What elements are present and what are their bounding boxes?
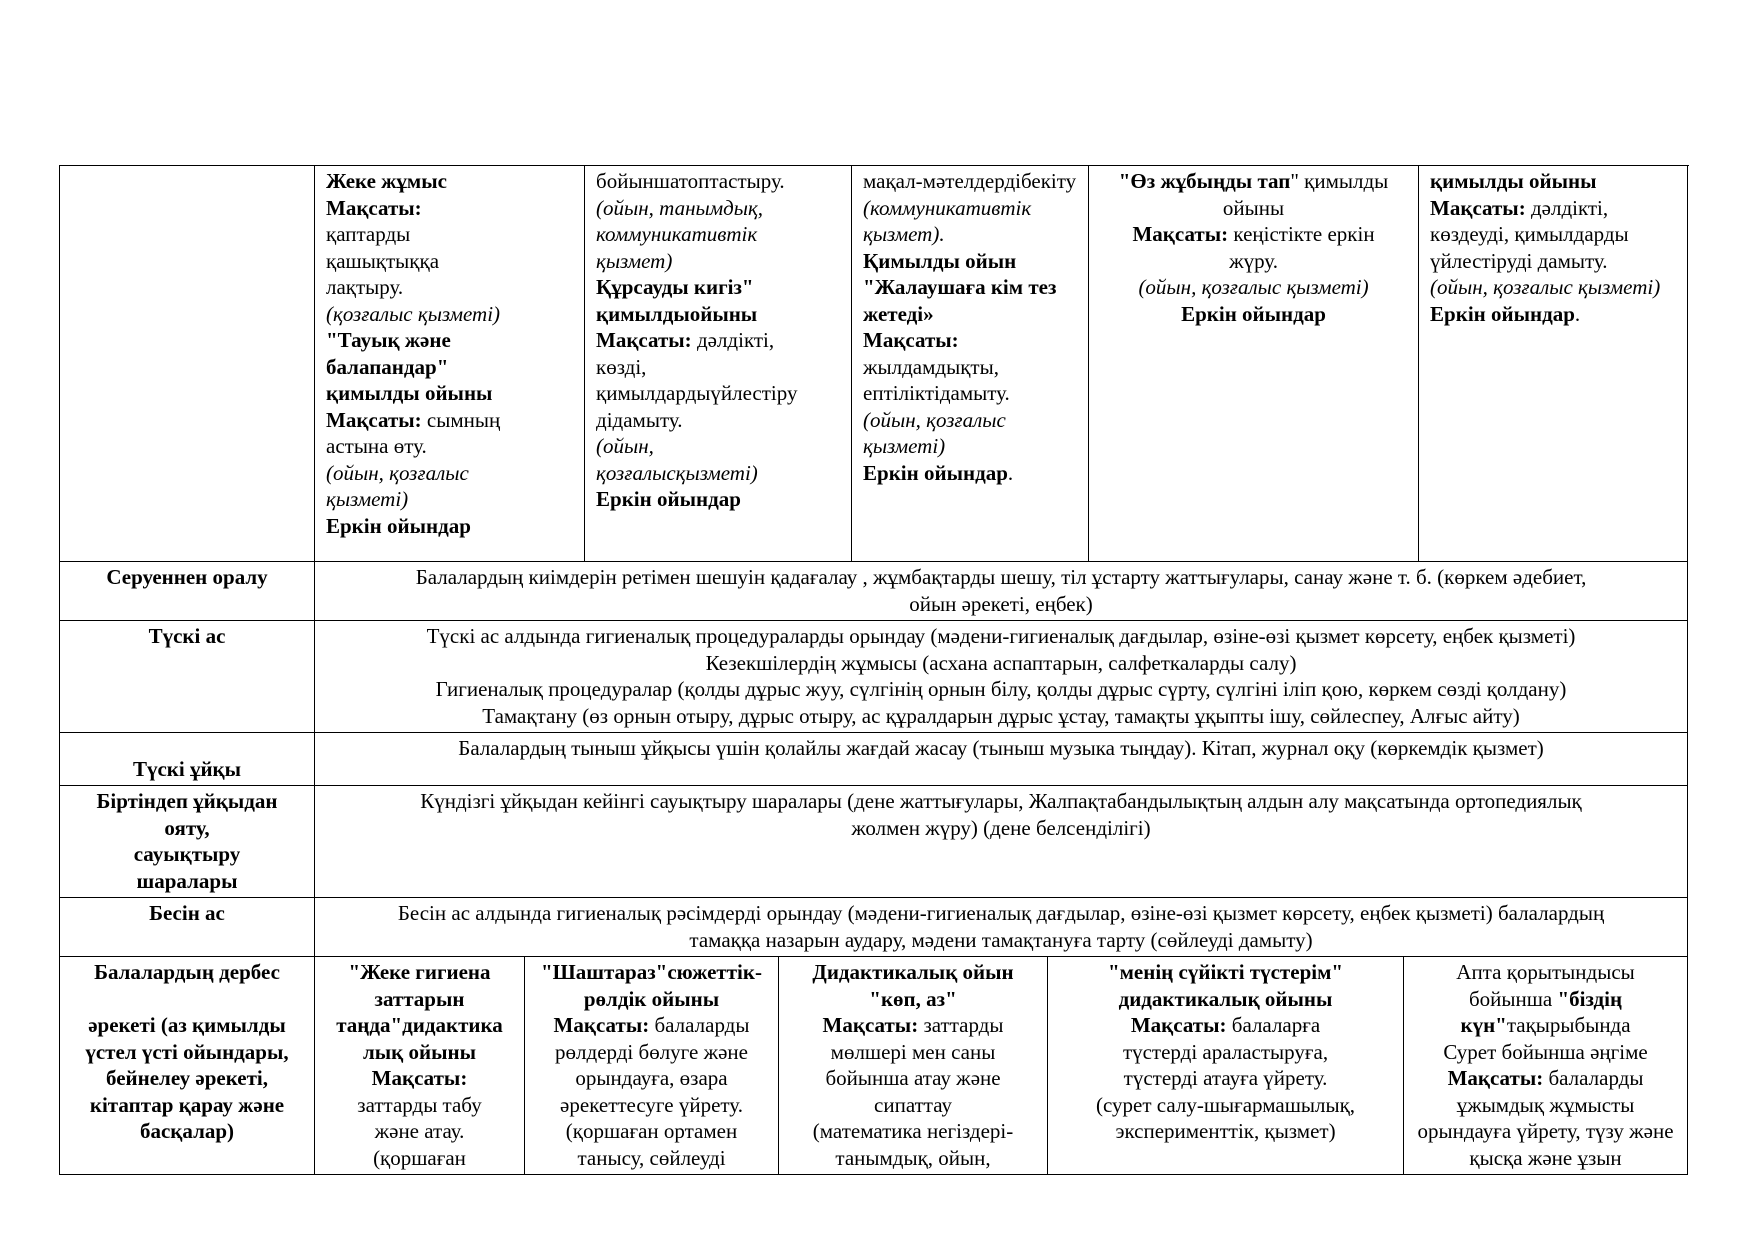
text-line: балаларды <box>649 1013 750 1037</box>
activity-note: (ойын, қозғалыс қызметі) <box>1138 275 1369 299</box>
tue-activity-cell <box>585 166 852 562</box>
fri-activity-cell <box>1419 166 1688 562</box>
free-play: Еркін ойындар <box>1181 301 1326 326</box>
game-title: "Өз жұбыңды тап <box>1118 169 1291 193</box>
text-line: (қоршаған ортамен <box>565 1119 738 1143</box>
text-line: түстерді атауға үйрету. <box>1123 1066 1328 1090</box>
game-title: лық ойыны <box>362 1039 477 1064</box>
activity-note: (коммуникативтік <box>863 195 1032 220</box>
text-line: заттарды табу <box>357 1092 482 1117</box>
goal-label: Мақсаты: <box>822 1013 919 1037</box>
text-line: бойынша <box>1468 986 1558 1011</box>
text-line: жылдамдықты, <box>863 354 999 379</box>
label-line: сауықтыру <box>133 842 241 866</box>
game-title: қимылды ойыны <box>1430 169 1597 193</box>
free-play: Еркін ойындар <box>596 487 741 511</box>
row-label-empty <box>60 166 315 562</box>
text-line: сипаттау <box>874 1092 952 1117</box>
text-line: эксперименттік, қызмет) <box>1115 1119 1336 1143</box>
mon-heading: Жеке жұмыс <box>326 169 447 193</box>
table-row <box>60 786 1688 898</box>
schedule-table <box>59 165 1688 1175</box>
wed-activity-cell <box>852 166 1089 562</box>
table-row <box>60 898 1688 957</box>
row-label: Түскі ұйқы <box>60 733 315 786</box>
goal-label: Мақсаты: <box>553 1013 650 1037</box>
row-label: Серуеннен оралу <box>60 562 315 621</box>
activity-note: (ойын, қозғалыс <box>863 407 1006 432</box>
goal-label: Мақсаты: <box>1130 1013 1227 1037</box>
activity-note: коммуникативтік <box>596 222 758 246</box>
row-content <box>315 621 1688 733</box>
game-title: "Жеке гигиена <box>348 960 491 984</box>
row-label: Түскі ас <box>60 621 315 733</box>
label-line: Біртіндеп ұйқыдан <box>96 789 278 813</box>
text-line: ұжымдық жұмысты <box>1456 1092 1635 1117</box>
label-line: басқалар) <box>139 1119 235 1143</box>
game-title: рөлдік ойыны <box>583 986 720 1011</box>
activity-note: (ойын, <box>596 434 654 458</box>
game-title: "Жалаушаға кім тез <box>863 275 1057 299</box>
text-line: заттарды <box>918 1013 1004 1037</box>
text-line: Тамақтану (өз орнын отыру, дұрыс отыру, ас құралдарын дұрыс ұстау, тамақты ұқыпты ішу, сөйлеспеу, Алғыс айту) <box>482 703 1520 728</box>
text-line: ойыны <box>1222 195 1285 220</box>
text-line: орындауға, өзара <box>575 1066 728 1090</box>
text-line: қашықтыққа <box>326 248 440 273</box>
thu-activity-cell <box>1089 166 1419 562</box>
text-line: танысу, сөйлеуді <box>577 1145 726 1170</box>
text-line: балаларды <box>1543 1066 1644 1090</box>
goal-label: Мақсаты: <box>1430 195 1526 220</box>
activity-note: (қозғалыс қызметі) <box>326 301 501 326</box>
label-line: әрекеті (аз қимылды <box>88 1013 286 1037</box>
text-line: бойынша атау және <box>825 1066 1001 1090</box>
free-play: Еркін ойындар <box>1430 301 1575 326</box>
game-title: Дидактикалық ойын <box>812 960 1014 984</box>
thu-independent-cell <box>1048 957 1404 1175</box>
text-line: мөлшері мен саны <box>830 1039 996 1064</box>
text-line: дідамыту. <box>596 407 683 432</box>
goal-label: Мақсаты: <box>596 328 692 352</box>
text-line: Сурет бойынша әңгіме <box>1443 1039 1648 1064</box>
table-row <box>60 562 1688 621</box>
label-line: бейнелеу әрекеті, <box>105 1066 268 1090</box>
text-line: түстерді араластыруға, <box>1122 1039 1329 1064</box>
game-title: дидактикалық ойыны <box>1118 986 1333 1011</box>
mon-independent-cell <box>315 957 525 1175</box>
text-line: Бесін ас алдында гигиеналық рәсімдерді орындау (мәдени-гигиеналық дағдылар, өзіне-өзі қызмет көрсету, еңбек қызметі) балалардың <box>397 901 1605 925</box>
goal-label: Мақсаты: <box>1447 1066 1544 1090</box>
text-line: әрекеттесуге үйрету. <box>560 1092 743 1117</box>
text-line: танымдық, ойын, <box>835 1145 991 1170</box>
text-line: . <box>1574 301 1581 326</box>
goal-label: Мақсаты: <box>326 195 422 220</box>
text-line: үйлестіруді дамыту. <box>1430 248 1608 273</box>
text-line: және атау. <box>374 1119 465 1143</box>
activity-note: қызмет) <box>596 248 673 273</box>
text-line: Балалардың киімдерін ретімен шешуін қадағалау , жұмбақтарды шешу, тіл ұстарту жаттығулары, санау және т. б. (көркем әдебиет, <box>415 565 1587 589</box>
text-line: дәлдікті, <box>691 328 775 352</box>
activity-note: қызметі) <box>326 487 409 511</box>
fri-independent-cell <box>1404 957 1688 1175</box>
game-title: таңда"дидактика <box>336 1013 503 1037</box>
label-line: шаралары <box>136 868 238 893</box>
activity-note: қызметі) <box>863 434 946 458</box>
text-line: ептіліктідамыту. <box>863 381 1010 405</box>
row-content <box>315 898 1688 957</box>
row-content <box>315 786 1688 898</box>
text-line: Кезекшілердің жұмысы (асхана аспаптарын, салфеткаларды салу) <box>705 650 1297 675</box>
game-title: жетеді» <box>863 301 934 326</box>
goal-label: Мақсаты: <box>326 407 422 432</box>
game-title: Қимылды ойын <box>863 248 1017 273</box>
text-line: Апта қорытындысы <box>1456 960 1635 984</box>
activity-note: (ойын, қозғалыс қызметі) <box>1430 275 1661 299</box>
text-line: (сурет салу-шығармашылық, <box>1096 1092 1356 1117</box>
text-line: көздеуді, қимылдарды <box>1430 222 1629 246</box>
game-title: "Шаштараз"сюжеттік- <box>541 960 762 984</box>
table-row <box>60 621 1688 733</box>
game-title: қимылдыойыны <box>596 301 758 326</box>
activity-note: (ойын, танымдық, <box>596 195 764 220</box>
game-title: заттарын <box>374 986 465 1011</box>
text-line: қимылдардыүйлестіру <box>596 381 798 405</box>
activity-note: (ойын, қозғалыс <box>326 460 469 485</box>
text-line: көзді, <box>596 354 647 379</box>
label-line: кітаптар қарау және <box>89 1092 285 1117</box>
text-line: лақтыру. <box>326 275 404 299</box>
activity-note: қозғалысқызметі) <box>596 460 758 485</box>
text-line: жолмен жүру) (дене белсенділігі) <box>851 815 1151 840</box>
topic-title: күн" <box>1460 1013 1507 1037</box>
activity-note: қызмет). <box>863 222 945 246</box>
text-line: сымның <box>421 407 501 432</box>
text-line: Гигиеналық процедуралар (қолды дұрыс жуу, сүлгінің орнын білу, қолды дұрыс сүрту, сүлгіні іліп қою, көркем сөзді қолдану) <box>435 677 1567 701</box>
text-line: тақырыбында <box>1506 1013 1631 1037</box>
game-title: қимылды ойыны <box>326 381 493 405</box>
text-line: (математика негіздері- <box>812 1119 1014 1143</box>
free-play: Еркін ойындар <box>863 460 1008 485</box>
text-line: орындауға үйрету, түзу және <box>1417 1119 1674 1143</box>
goal-label: Мақсаты: <box>371 1066 468 1090</box>
row-content: Балалардың тыныш ұйқысы үшін қолайлы жағдай жасау (тыныш музыка тыңдау). Кітап, журнал оқу (көркемдік қызмет) <box>315 733 1688 786</box>
text-line: қысқа және ұзын <box>1469 1145 1622 1170</box>
row-label: Бесін ас <box>60 898 315 957</box>
text-line: жүру. <box>1229 248 1278 273</box>
topic-title: "біздің <box>1557 986 1623 1011</box>
text-line: ойын әрекеті, еңбек) <box>909 591 1093 616</box>
text-line: тамаққа назарын аудару, мәдени тамақтануға тарту (сөйлеуді дамыту) <box>689 927 1313 952</box>
table-row <box>60 733 1688 786</box>
mon-activity-cell <box>315 166 585 562</box>
game-title: "Тауық және <box>326 328 451 352</box>
text-line: рөлдерді бөлуге және <box>555 1039 748 1064</box>
row-label <box>60 786 315 898</box>
game-title: "менің сүйікті түстерім" <box>1107 960 1344 984</box>
text-line: (қоршаған <box>373 1145 466 1170</box>
text-line: бойыншатоптастыру. <box>596 169 785 193</box>
row-label <box>60 957 315 1175</box>
table-row <box>60 166 1688 562</box>
label-line: Балалардың дербес <box>94 960 280 984</box>
goal-label: Мақсаты: <box>1132 222 1229 246</box>
tue-independent-cell <box>525 957 779 1175</box>
label-line: үстел үсті ойындары, <box>85 1039 289 1064</box>
text-line: мақал-мәтелдердібекіту <box>863 169 1077 193</box>
goal-label: Мақсаты: <box>863 328 959 352</box>
text-line: қаптарды <box>326 222 411 246</box>
game-title: балапандар" <box>326 354 449 379</box>
wed-independent-cell <box>779 957 1048 1175</box>
table-row <box>60 957 1688 1175</box>
text-line: . <box>1007 460 1014 485</box>
label-line: ояту, <box>164 815 210 840</box>
game-title: "көп, аз" <box>869 986 957 1011</box>
text-line: кеңістікте еркін <box>1228 222 1375 246</box>
game-title: Құрсауды кигіз" <box>596 275 754 299</box>
text-line: " қимылды <box>1290 169 1389 193</box>
text-line: балаларға <box>1226 1013 1321 1037</box>
row-content <box>315 562 1688 621</box>
text-line: Күндізгі ұйқыдан кейінгі сауықтыру шаралары (дене жаттығулары, Жалпақтабандылықтың алдын алу мақсатында ортопедиялық <box>420 789 1582 813</box>
text-line: астына өту. <box>326 434 427 458</box>
text-line: дәлдікті, <box>1525 195 1609 220</box>
free-play: Еркін ойындар <box>326 513 471 538</box>
text-line: Түскі ас алдында гигиеналық процедураларды орындау (мәдени-гигиеналық дағдылар, өзіне-өзі қызмет көрсету, еңбек қызметі) <box>426 624 1576 648</box>
